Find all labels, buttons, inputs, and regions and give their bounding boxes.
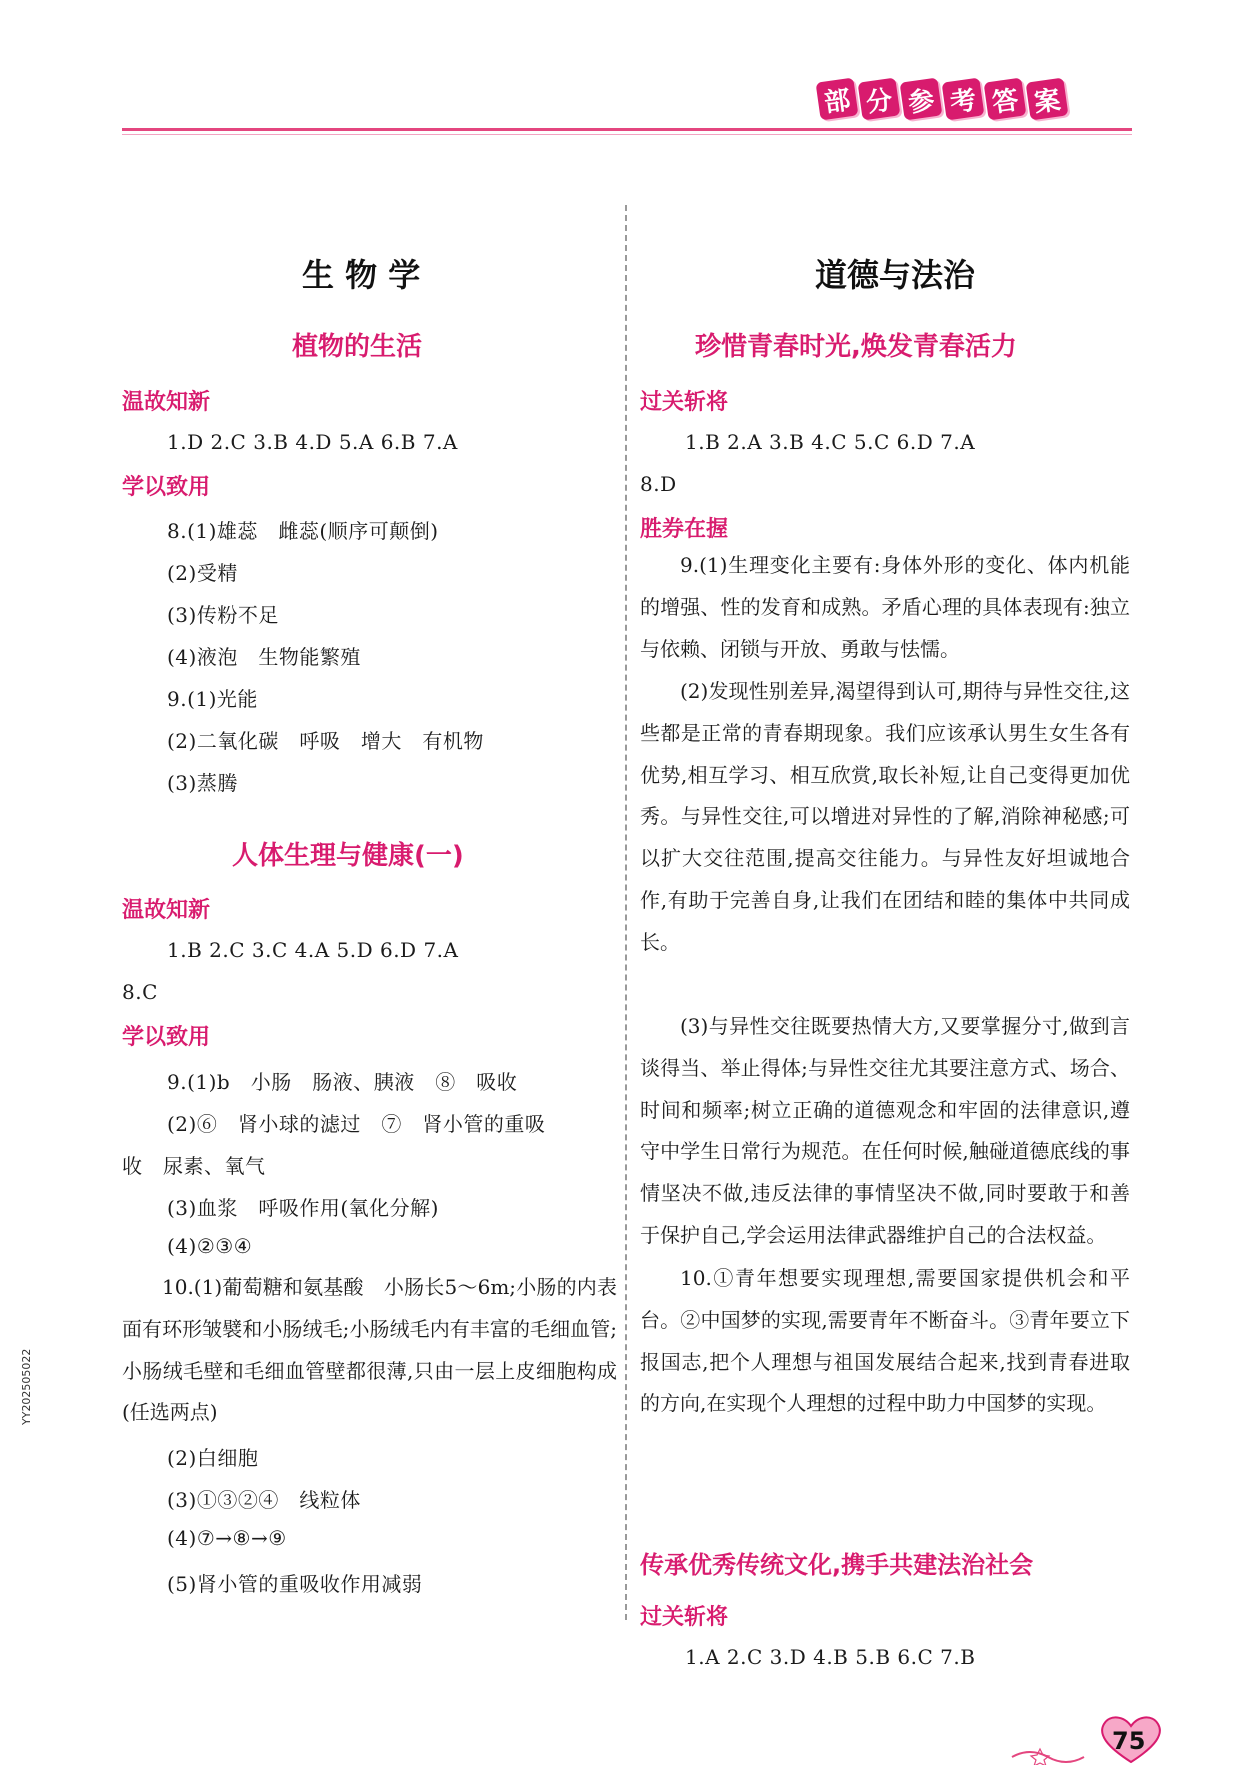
answer-line: (4)液泡 生物能繁殖 (167, 645, 361, 669)
subject-title: 道德与法治 (815, 256, 976, 294)
swirl-decoration-icon (1010, 1745, 1100, 1765)
answer-line: (3)血浆 呼吸作用(氧化分解) (167, 1196, 439, 1220)
answer-line: (2)二氧化碳 呼吸 增大 有机物 (167, 729, 484, 753)
header-rule-thin (122, 134, 1132, 135)
answer-line: 1.B 2.A 3.B 4.C 5.C 6.D 7.A (685, 430, 976, 454)
side-code: YY202505022 (20, 1348, 33, 1425)
answer-line: (5)肾小管的重吸收作用减弱 (167, 1572, 423, 1596)
answer-paragraph: 10.①青年想要实现理想,需要国家提供机会和平台。②中国梦的实现,需要青年不断奋斗。③青年要立下报国志,把个人理想与祖国发展结合起来,找到青春进取的方向,在实现个人理想的过程中助力中国梦的实现。 (640, 1266, 1130, 1416)
subject-title: 生 物 学 (302, 256, 421, 294)
answer-line: (3)传粉不足 (167, 603, 279, 627)
column-divider (625, 205, 627, 1620)
answer-paragraph: (3)与异性交往既要热情大方,又要掌握分寸,做到言谈得当、举止得体;与异性交往尤其要注意方式、场合、时间和频率;树立正确的道德观念和牢固的法律意识,遵守中学生日常行为规范。在任何时候,触碰道德底线的事情坚决不做,违反法律的事情坚决不做,同时要敢于和善于保护自己,学会运用法律武器维护自己的合法权益。 (640, 1014, 1130, 1247)
section-tag: 学以致用 (122, 1025, 211, 1050)
answer-line: (4)⑦→⑧→⑨ (167, 1526, 287, 1550)
answer-line: (2)⑥ 肾小球的滤过 ⑦ 肾小管的重吸 (167, 1112, 546, 1136)
answer-paragraph: 10.(1)葡萄糖和氨基酸 小肠长5～6m;小肠的内表面有环形皱襞和小肠绒毛;小肠绒毛内有丰富的毛细血管;小肠绒毛壁和毛细血管壁都很薄,只由一层上皮细胞构成(任选两点) (122, 1275, 617, 1425)
unit-title: 珍惜青春时光,焕发青春活力 (695, 332, 1017, 362)
badge-char: 考 (942, 78, 985, 121)
answer-line: 收 尿素、氧气 (122, 1154, 266, 1178)
answer-line: 1.D 2.C 3.B 4.D 5.A 6.B 7.A (167, 430, 458, 454)
section-tag: 过关斩将 (640, 1605, 729, 1630)
answer-line: 9.(1)光能 (167, 687, 258, 711)
answer-line: 1.A 2.C 3.D 4.B 5.B 6.C 7.B (685, 1645, 976, 1669)
answer-line: (3)①③②④ 线粒体 (167, 1488, 361, 1512)
section-tag: 过关斩将 (640, 390, 729, 415)
badge-char: 部 (816, 78, 859, 121)
page-number: 75 (1112, 1727, 1146, 1755)
badge-char: 案 (1026, 78, 1069, 121)
header-badge (818, 80, 1070, 124)
unit-title: 传承优秀传统文化,携手共建法治社会 (640, 1551, 1034, 1579)
unit-title: 人体生理与健康(一) (232, 841, 464, 871)
answer-paragraph: (2)发现性别差异,渴望得到认可,期待与异性交往,这些都是正常的青春期现象。我们应该承认男生女生各有优势,相互学习、相互欣赏,取长补短,让自己变得更加优秀。与异性交往,可以增进对异性的了解,消除神秘感;可以扩大交往范围,提高交往能力。与异性友好坦诚地合作,有助于完善自身,让我们在团结和睦的集体中共同成长。 (640, 679, 1130, 954)
unit-title: 植物的生活 (292, 332, 423, 362)
header-rule (122, 128, 1132, 131)
badge-char: 参 (900, 78, 943, 121)
answer-line: 8.D (640, 472, 677, 496)
answer-line: 8.C (122, 980, 158, 1004)
answer-paragraph: 9.(1)生理变化主要有:身体外形的变化、体内机能的增强、性的发育和成熟。矛盾心理的具体表现有:独立与依赖、闭锁与开放、勇敢与怯懦。 (640, 553, 1130, 661)
answer-line: 9.(1)b 小肠 肠液、胰液 ⑧ 吸收 (167, 1070, 518, 1094)
answer-line: (2)白细胞 (167, 1446, 259, 1470)
badge-char: 答 (984, 78, 1027, 121)
answer-line: (3)蒸腾 (167, 771, 238, 795)
section-tag: 学以致用 (122, 475, 211, 500)
section-tag: 温故知新 (122, 898, 211, 923)
badge-char: 分 (858, 78, 901, 121)
section-tag: 胜券在握 (640, 517, 729, 542)
answer-line: 8.(1)雄蕊 雌蕊(顺序可颠倒) (167, 519, 439, 543)
answer-line: (2)受精 (167, 561, 238, 585)
answer-line: 1.B 2.C 3.C 4.A 5.D 6.D 7.A (167, 938, 459, 962)
section-tag: 温故知新 (122, 390, 211, 415)
answer-line: (4)②③④ (167, 1234, 253, 1258)
